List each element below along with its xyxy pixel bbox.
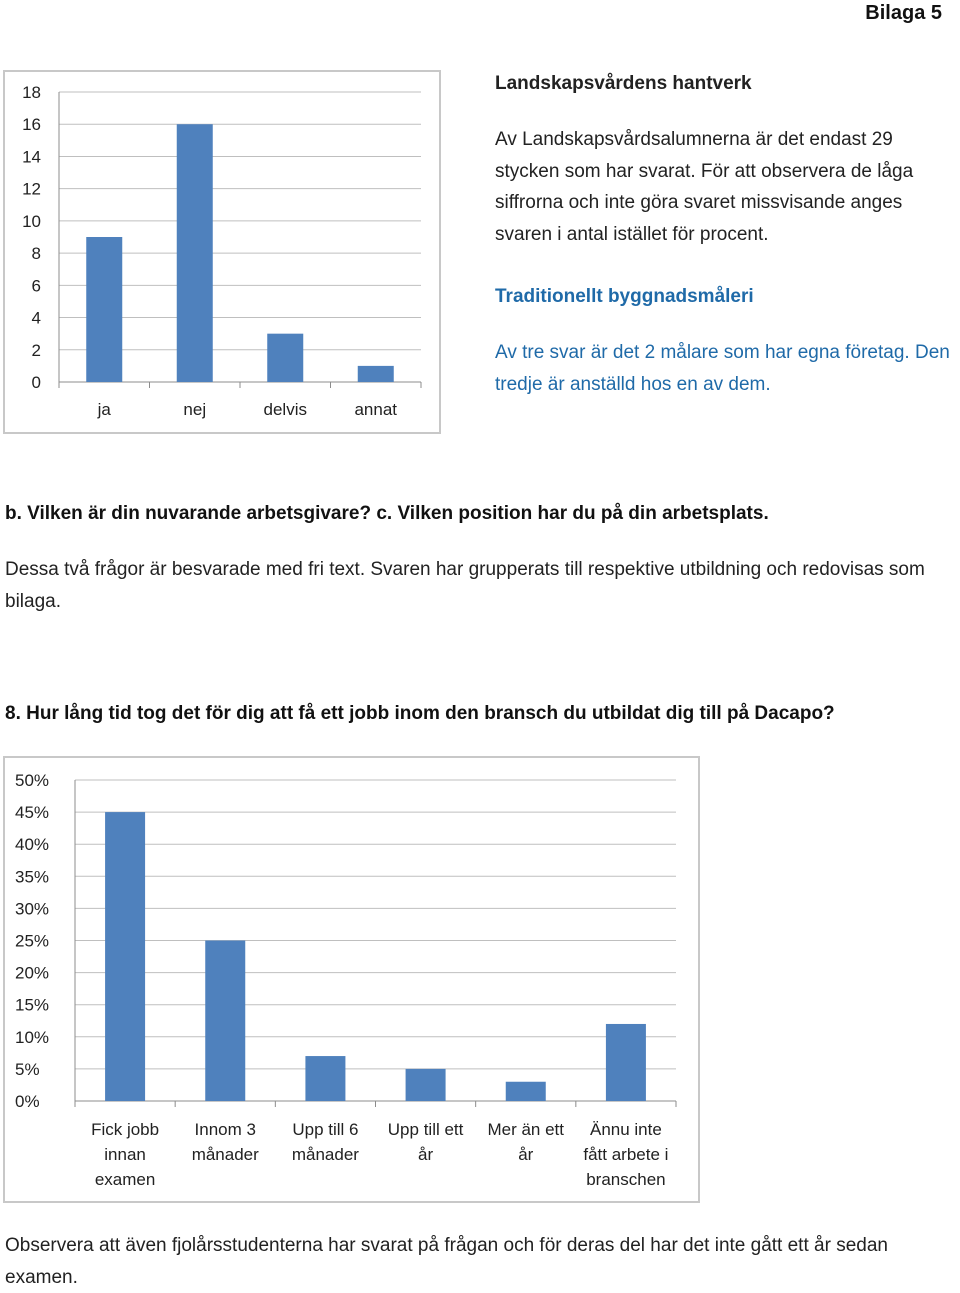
x-category-label: Upp till ett <box>387 1120 464 1139</box>
chart-1-frame <box>3 70 441 434</box>
y-tick-label: 25% <box>15 931 50 951</box>
bar-0 <box>86 237 122 382</box>
x-category-label: år <box>518 1145 534 1164</box>
y-tick-label: 2 <box>31 340 41 360</box>
x-category-label: Mer än ett <box>487 1120 565 1139</box>
section-subheading: Traditionellt byggnadsmåleri <box>495 286 754 307</box>
question-8: 8. Hur lång tid tog det för dig att få ett jobb inom den bransch du utbildat dig till på Dacapo? <box>5 703 835 724</box>
x-category-label: annat <box>354 400 398 419</box>
y-tick-label: 20% <box>15 963 50 983</box>
x-category-label: Ännu inte <box>589 1120 662 1139</box>
x-category-label: fått arbete i <box>583 1145 669 1164</box>
y-tick-label: 18 <box>22 83 41 102</box>
y-tick-label: 10% <box>15 1027 50 1047</box>
x-category-label: månader <box>191 1145 259 1164</box>
y-tick-label: 4 <box>31 308 41 328</box>
y-tick-label: 50% <box>15 771 50 790</box>
footer-note: Observera att även fjolårsstudenterna har svarat på frågan och för deras del har det inte gått ett år sedan examen. <box>5 1235 888 1288</box>
x-category-label: examen <box>94 1170 156 1189</box>
bar-3 <box>358 366 394 382</box>
x-category-label: ja <box>97 400 111 419</box>
x-category-label: nej <box>183 400 207 419</box>
x-category-label: Upp till 6 <box>292 1120 359 1139</box>
bar-5 <box>606 1024 646 1101</box>
x-category-label: Fick jobb <box>91 1120 160 1139</box>
y-tick-label: 45% <box>15 803 50 823</box>
y-tick-label: 16 <box>22 115 41 135</box>
x-category-label: delvis <box>263 400 307 419</box>
question-b-c: b. Vilken är din nuvarande arbetsgivare? c. Vilken position har du på din arbetsplats. <box>5 503 769 524</box>
section-paragraph: Av Landskapsvårdsalumnerna är det endast 29 stycken som har svarat. För att observera de låga siffrorna och inte göra svaret missvisande anges svaren i antal istället för procent. <box>495 129 914 245</box>
y-tick-label: 40% <box>15 835 50 855</box>
bar-0 <box>105 812 145 1101</box>
answer-count-bar-chart <box>5 72 439 432</box>
x-category-label: branschen <box>586 1170 666 1189</box>
bar-1 <box>205 941 245 1102</box>
x-category-label: månader <box>291 1145 359 1164</box>
x-category-label: Innom 3 <box>194 1120 256 1139</box>
bar-1 <box>177 124 213 382</box>
y-tick-label: 6 <box>31 276 41 296</box>
y-tick-label: 0% <box>15 1092 40 1111</box>
y-tick-label: 8 <box>31 244 41 264</box>
answer-b-c: Dessa två frågor är besvarade med fri text. Svaren har grupperats till respektive utbildning och redovisas som bilaga. <box>5 559 925 612</box>
section-paragraph-2: Av tre svar är det 2 målare som har egna företag. Den tredje är anställd hos en av dem. <box>495 342 950 395</box>
y-tick-label: 12 <box>22 179 41 199</box>
time-to-job-bar-chart <box>5 758 698 1201</box>
y-tick-label: 10 <box>22 211 41 231</box>
x-category-label: innan <box>104 1145 146 1164</box>
bar-2 <box>267 334 303 382</box>
y-tick-label: 35% <box>15 867 50 887</box>
y-tick-label: 5% <box>15 1059 40 1079</box>
bar-4 <box>506 1082 546 1101</box>
x-category-label: år <box>418 1145 434 1164</box>
bar-3 <box>406 1069 446 1101</box>
y-tick-label: 30% <box>15 899 50 919</box>
y-tick-label: 15% <box>15 995 50 1015</box>
chart-2-frame <box>3 756 700 1203</box>
bar-2 <box>305 1056 345 1101</box>
y-tick-label: 14 <box>22 147 41 167</box>
section-heading: Landskapsvårdens hantverk <box>495 73 752 94</box>
page-label: Bilaga 5 <box>865 2 942 24</box>
y-tick-label: 0 <box>31 373 41 392</box>
